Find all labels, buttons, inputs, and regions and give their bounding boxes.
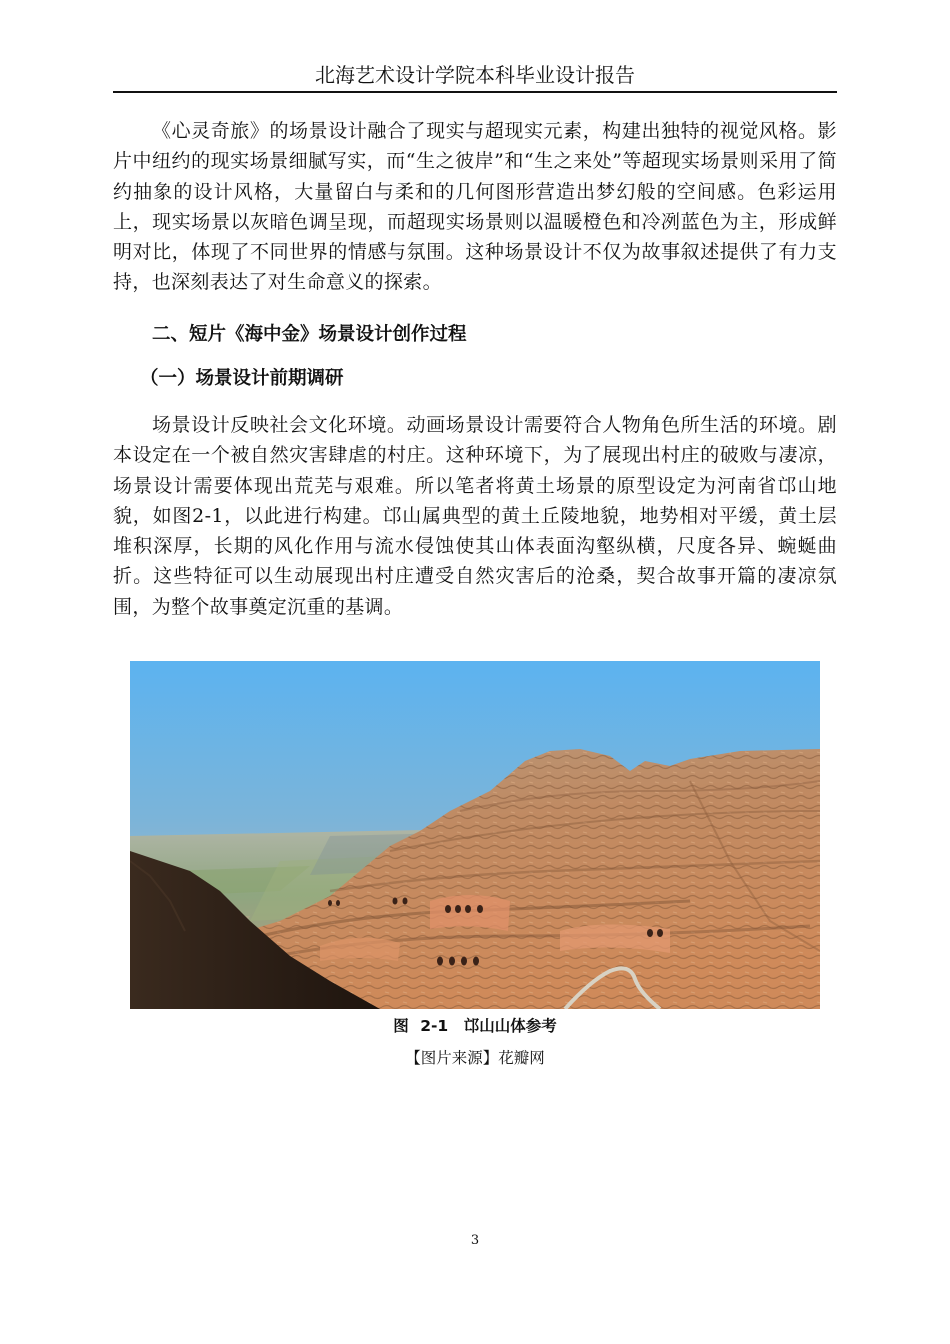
figure-photo-mangshan: [130, 661, 820, 1009]
header-divider: [113, 91, 837, 93]
section-heading: 二、短片《海中金》场景设计创作过程: [152, 324, 467, 345]
body-paragraph: 场景设计反映社会文化环境。动画场景设计需要符合人物角色所生活的环境。剧本设定在一个被自然灾害肆虐的村庄。这种环境下，为了展现出村庄的破败与凄凉，场景设计需要体现出荒芜与艰难。所以笔者将黄土场景的原型设定为河南省邙山地貌，如图2-1，以此进行构建。邙山属典型的黄土丘陵地貌，地势相对平缓，黄土层堆积深厚，长期的风化作用与流水侵蚀使其山体表面沟壑纵横，尺度各异、蜿蜒曲折。这些特征可以生动展现出村庄遭受自然灾害后的沧桑，契合故事开篇的凄凉氛围，为整个故事奠定沉重的基调。: [113, 414, 837, 618]
body-paragraph: 《心灵奇旅》的场景设计融合了现实与超现实元素，构建出独特的视觉风格。影片中纽约的现实场景细腻写实，而“生之彼岸”和“生之来处”等超现实场景则采用了简约抽象的设计风格，大量留白与柔和的几何图形营造出梦幻般的空间感。色彩运用上，现实场景以灰暗色调呈现，而超现实场景则以温暖橙色和冷冽蓝色为主，形成鲜明对比，体现了不同世界的情感与氛围。这种场景设计不仅为故事叙述提供了有力支持，也深刻表达了对生命意义的探索。: [113, 120, 837, 294]
landscape-photo: [130, 661, 820, 1009]
subsection-heading: （一）场景设计前期调研: [140, 368, 344, 389]
figure-source: 【图片来源】花瓣网: [405, 1049, 545, 1067]
figure-caption: 图 2-1 邙山山体参考: [393, 1017, 557, 1035]
running-header-title: 北海艺术设计学院本科毕业设计报告: [315, 63, 635, 87]
page-number: 3: [470, 1233, 480, 1248]
